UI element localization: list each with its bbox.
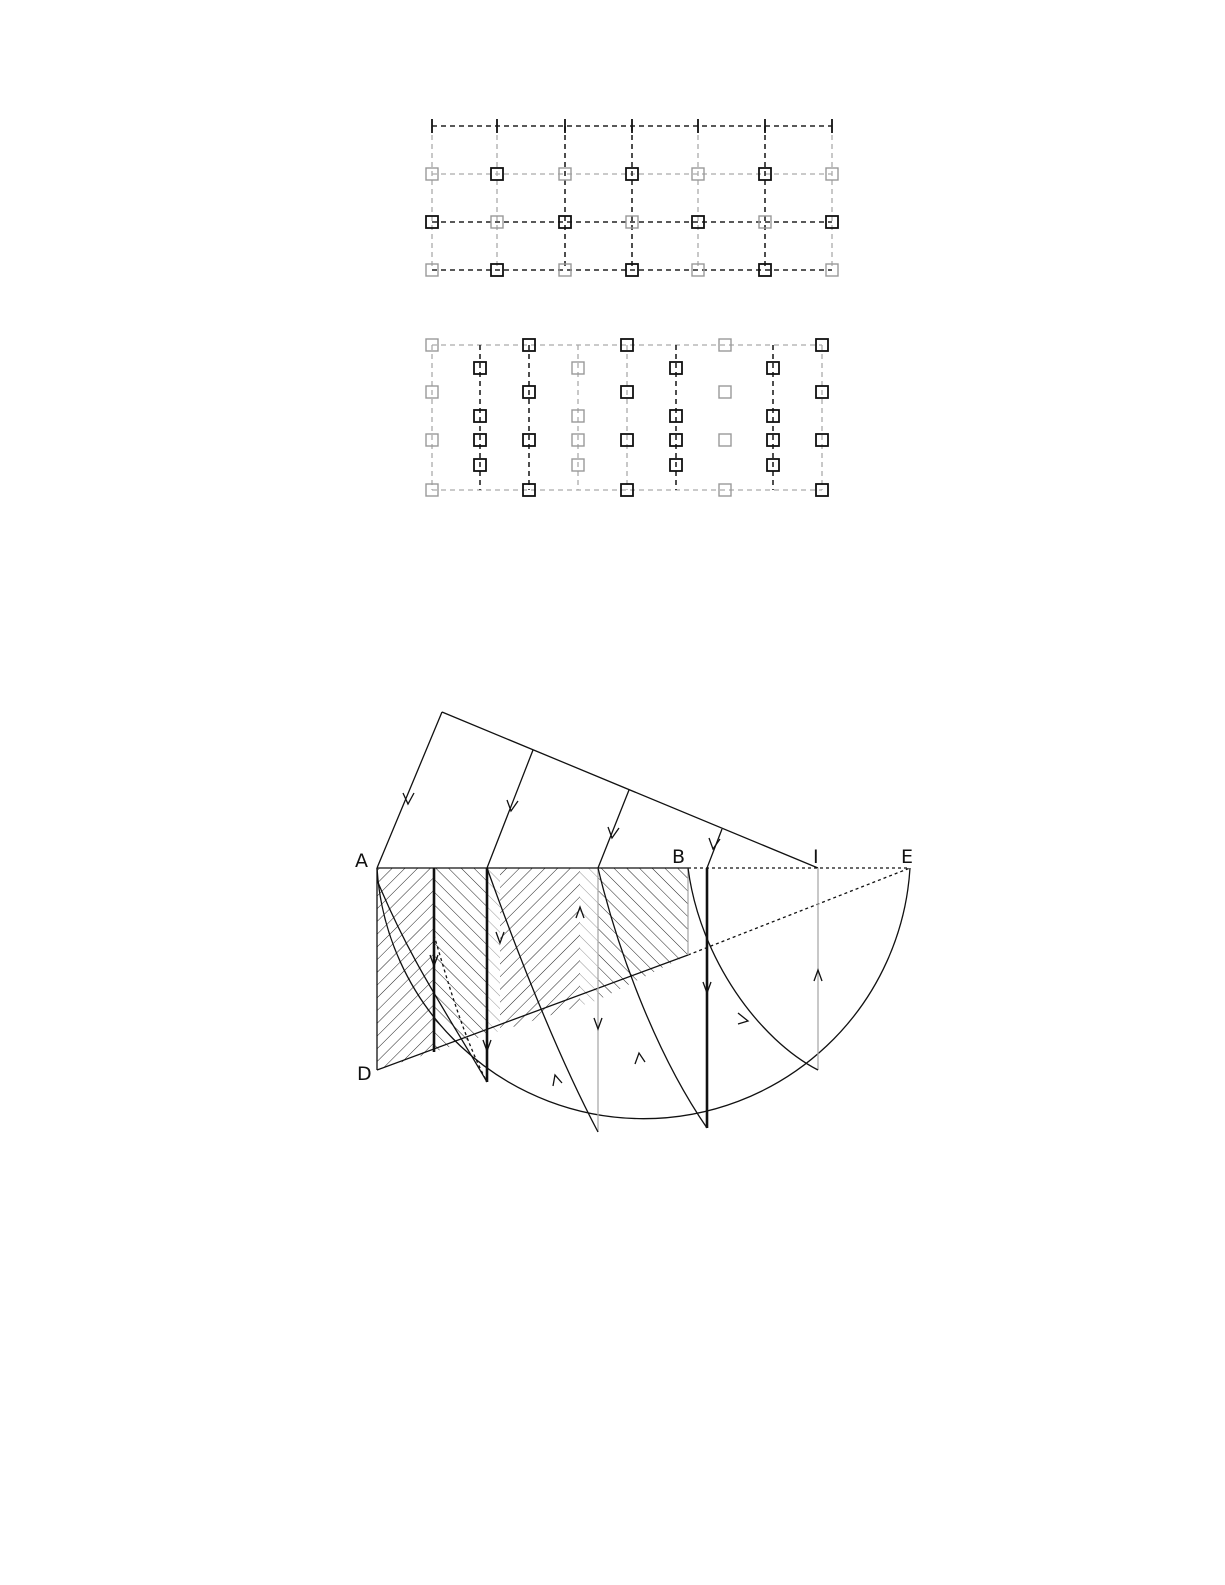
label-I: I (813, 846, 819, 868)
arrow-arc3 (635, 1053, 645, 1064)
ray-3 (707, 829, 722, 868)
arrow-arc4 (738, 1013, 748, 1024)
label-B: B (672, 846, 686, 868)
construction-diagram (355, 712, 913, 1132)
middle-grid-plan (426, 339, 828, 496)
hatch-region-3 (487, 868, 500, 1035)
label-D: D (357, 1063, 372, 1085)
arrow-arc2 (553, 1075, 562, 1086)
upper-grid-plan (426, 119, 838, 276)
grid-mid-pier (719, 434, 731, 446)
grid-mid-pier (719, 386, 731, 398)
left-edge-A-apex (377, 712, 442, 868)
segment-B-E-dashed (688, 868, 910, 955)
hatch-region-6 (598, 868, 688, 1000)
label-A: A (355, 850, 368, 872)
hatch-region-1 (377, 868, 434, 1070)
label-E: E (901, 846, 914, 868)
hatch-region-5 (580, 868, 598, 1006)
inclined-top-line (442, 712, 818, 868)
ray-2 (598, 790, 629, 868)
